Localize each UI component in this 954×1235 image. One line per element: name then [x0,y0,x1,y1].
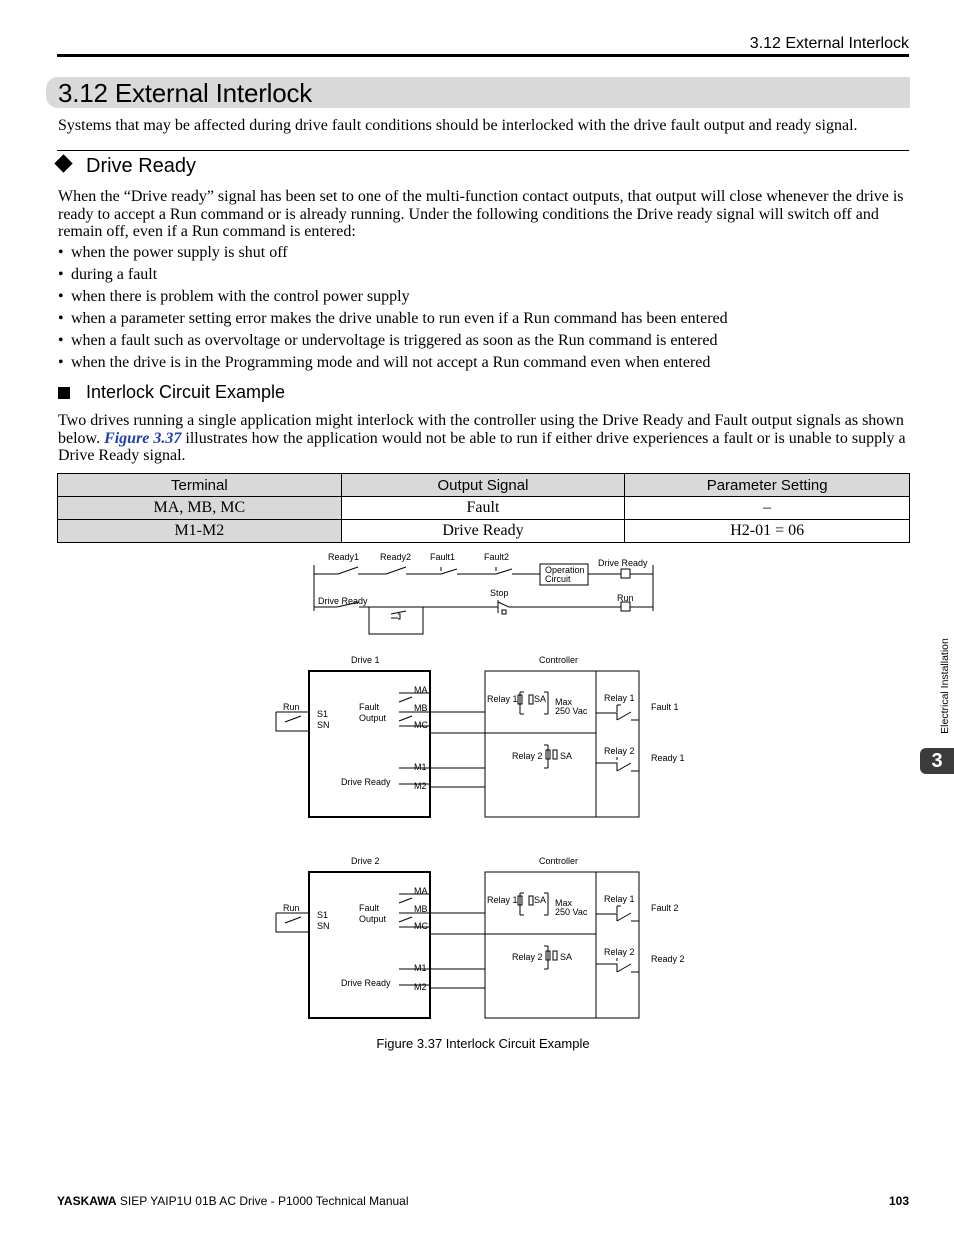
max-voltage-label: Max [555,898,573,908]
run-label: Run [283,903,300,913]
max-voltage-label: 250 Vac [555,706,588,716]
ready1-label: Ready1 [328,552,360,562]
s1-terminal: S1 [317,910,329,920]
sa-label: SA [560,751,573,761]
max-voltage-label: 250 Vac [555,907,588,917]
m1-terminal: M1 [414,963,427,973]
drive-1-wiring [276,655,685,817]
relay-output-label: Relay 2 [604,746,635,756]
sa-label: SA [534,694,547,704]
m1-terminal: M1 [414,762,427,772]
ready-signal-label: Ready 2 [651,954,685,964]
drive-title: Drive 2 [351,856,380,866]
interlock-text-after: illustrates how the application would not be able to run if either drive experiences a fault or is unable to supply a Drive Ready signal. [58,429,906,464]
stop-label: Stop [490,588,509,598]
ma-terminal: MA [414,685,428,695]
column-header: Terminal [58,474,342,497]
sn-terminal: SN [317,921,330,931]
relay-output-label: Relay 1 [604,894,635,904]
ready2-label: Ready2 [380,552,412,562]
drive-ready-label: Drive Ready [341,777,391,787]
ladder-labels [318,552,648,606]
drive-title: Drive 1 [351,655,380,665]
drive-2-wiring [276,856,685,1018]
table-cell: Fault [341,497,625,520]
relay-output-label: Relay 1 [604,693,635,703]
figure-caption: Figure 3.37 Interlock Circuit Example [376,1036,590,1051]
fault1-label: Fault1 [430,552,456,562]
table-cell: MA, MB, MC [58,497,342,520]
table-cell: – [625,497,910,520]
list-item: • when a parameter setting error makes the drive unable to run even if a Run command has been entered [58,310,728,332]
relay-label: Relay 1 [487,694,518,704]
list-item: • during a fault [58,266,728,288]
fault-output-label: Fault [359,702,380,712]
controller-title: Controller [539,856,579,866]
drive-ready-coil-label: Drive Ready [598,558,648,568]
running-head: 3.12 External Interlock [749,35,909,52]
ready-signal-label: Ready 1 [651,753,685,763]
list-item: • when there is problem with the control power supply [58,288,728,310]
m2-terminal: M2 [414,781,427,791]
list-item: • when the drive is in the Programming mode and will not accept a Run command even when entered [58,354,728,376]
intro-paragraph: Systems that may be affected during drive fault conditions should be interlocked with the drive fault output and ready signal. [58,117,858,134]
footer-manual: SIEP YAIP1U 01B AC Drive - P1000 Technical Manual [116,1194,409,1208]
drive-ready-contact-label: Drive Ready [318,596,368,606]
table-cell: Drive Ready [341,520,625,543]
mb-terminal: MB [414,904,428,914]
table-cell: H2-01 = 06 [625,520,910,543]
relay-label: Relay 2 [512,952,543,962]
drive-ready-heading: Drive Ready [86,155,197,177]
ma-terminal: MA [414,886,428,896]
list-item: • when a fault such as overvoltage or undervoltage is triggered as soon as the Run command is entered [58,332,728,354]
operation-circuit-label: Circuit [545,574,571,584]
s1-terminal: S1 [317,709,329,719]
relay-label: Relay 1 [487,895,518,905]
chapter-tab[interactable]: 3 [920,748,954,774]
footer-brand: YASKAWA [57,1194,117,1208]
section-title: 3.12 External Interlock [58,78,313,108]
interlock-heading: Interlock Circuit Example [86,382,286,402]
drive-ready-label: Drive Ready [341,978,391,988]
interlock-text-before: Two drives running a single application might interlock with the controller using the Drive Ready and Fault output signals as shown below. [58,412,904,447]
list-item: • when the power supply is shut off [58,244,728,266]
sn-terminal: SN [317,720,330,730]
operation-circuit-label: Operation [545,565,585,575]
sa-label: SA [534,895,547,905]
sa-label: SA [560,952,573,962]
fault2-label: Fault2 [484,552,510,562]
relay-output-label: Relay 2 [604,947,635,957]
column-header: Parameter Setting [625,474,910,497]
figure-link[interactable]: Figure 3.37 [104,429,182,447]
m2-terminal: M2 [414,982,427,992]
run-label: Run [617,593,634,603]
drive-ready-paragraph: When the “Drive ready” signal has been set to one of the multi-function contact outputs, that output will close whenever the drive is ready to accept a Run command or is already running. Under the following conditions the Drive ready signal will switch off and remain off, even if a Run command is entered: [58,188,904,240]
fault-output-label: Fault [359,903,380,913]
max-voltage-label: Max [555,697,573,707]
controller-title: Controller [539,655,579,665]
column-header: Output Signal [341,474,625,497]
fault-output-label: Output [359,713,387,723]
mc-terminal: MC [414,921,428,931]
mb-terminal: MB [414,703,428,713]
run-label: Run [283,702,300,712]
fault-signal-label: Fault 1 [651,702,679,712]
footer-manual-title [57,1194,409,1208]
side-tab-label: Electrical Installation [939,638,951,734]
page-number: 103 [888,1194,909,1208]
table-cell: M1-M2 [58,520,342,543]
fault-signal-label: Fault 2 [651,903,679,913]
fault-output-label: Output [359,914,387,924]
relay-label: Relay 2 [512,751,543,761]
mc-terminal: MC [414,720,428,730]
